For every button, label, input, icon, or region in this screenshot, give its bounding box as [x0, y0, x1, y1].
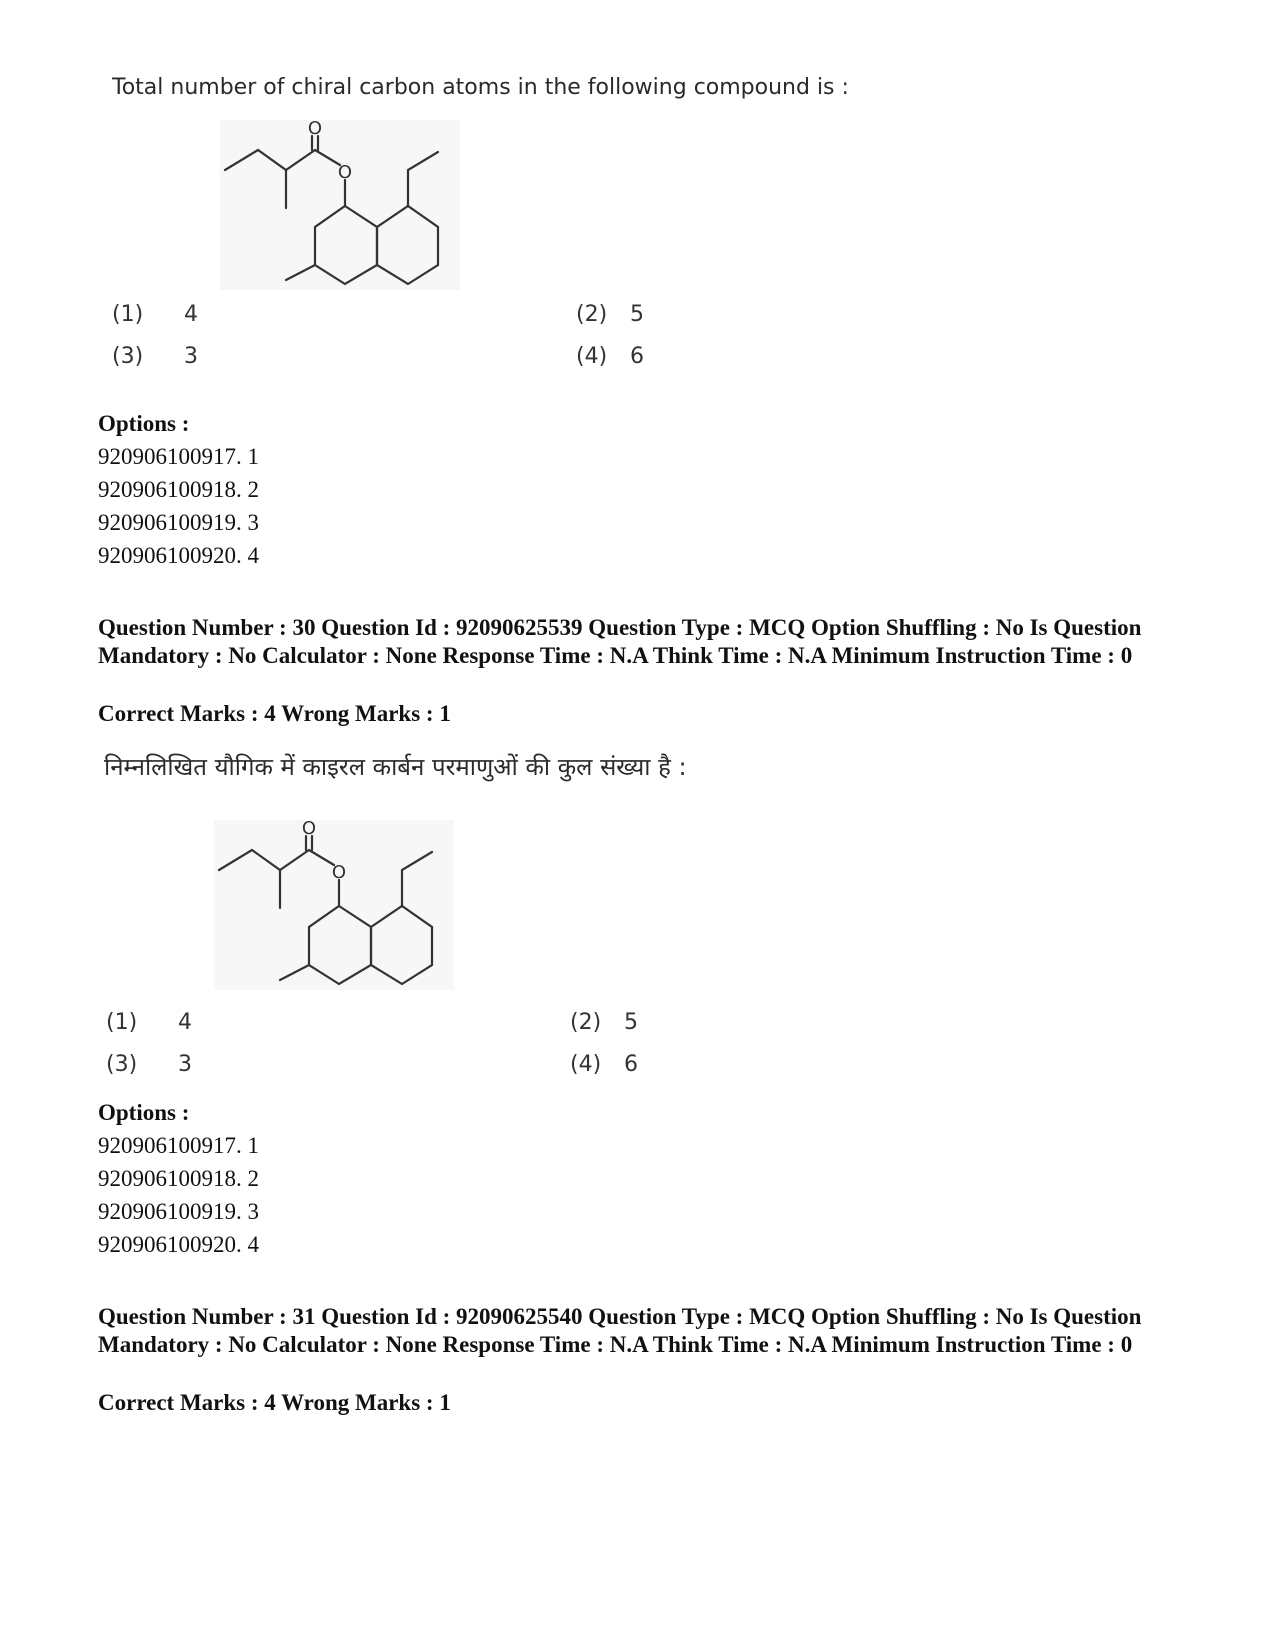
carbonyl-oxygen-label: O [301, 820, 317, 839]
ester-oxygen-label: O [331, 862, 347, 883]
choice-3: (3) 3 [106, 1052, 192, 1077]
molecule-structure [214, 820, 454, 990]
choice-3: (3) 3 [112, 344, 198, 369]
question-marks: Correct Marks : 4 Wrong Marks : 1 [98, 701, 451, 726]
choice-2: (2) 5 [570, 1010, 638, 1035]
options-label: Options : [98, 1100, 190, 1125]
option-1: 920906100917. 1 [98, 444, 259, 469]
molecule-svg [220, 120, 460, 290]
molecule-structure [220, 120, 460, 290]
choice-4: (4) 6 [576, 344, 644, 369]
bond-chain [225, 150, 315, 170]
question-marks: Correct Marks : 4 Wrong Marks : 1 [98, 1390, 451, 1415]
question-meta: Question Number : 31 Question Id : 92090625540 Question Type : MCQ Option Shuffling : No Is Question Mandatory : No Calculator : None Response Time : N.A Think Time : N.A Minimum Instruction Time : 0 [98, 1304, 1142, 1357]
option-4: 920906100920. 4 [98, 1232, 259, 1257]
choice-1: (1) 4 [112, 302, 198, 327]
option-3: 920906100919. 3 [98, 1199, 259, 1224]
options-list [98, 1096, 259, 1261]
question-text-hindi: निम्नलिखित यौगिक में काइरल कार्बन परमाणुओं की कुल संख्या है : [104, 753, 687, 781]
molecule-svg [214, 820, 454, 990]
option-2: 920906100918. 2 [98, 1166, 259, 1191]
choice-4: (4) 6 [570, 1052, 638, 1077]
carbonyl-oxygen-label: O [307, 120, 323, 139]
ester-oxygen-label: O [337, 162, 353, 183]
question-meta: Question Number : 30 Question Id : 92090625539 Question Type : MCQ Option Shuffling : No Is Question Mandatory : No Calculator : None Response Time : N.A Think Time : N.A Minimum Instruction Time : 0 [98, 615, 1142, 668]
option-4: 920906100920. 4 [98, 543, 259, 568]
choice-1: (1) 4 [106, 1010, 192, 1035]
options-label: Options : [98, 411, 190, 436]
options-list [98, 407, 259, 572]
ring-left [315, 206, 377, 284]
choice-2: (2) 5 [576, 302, 644, 327]
option-2: 920906100918. 2 [98, 477, 259, 502]
option-3: 920906100919. 3 [98, 510, 259, 535]
question-text: Total number of chiral carbon atoms in the following compound is : [112, 75, 849, 100]
option-1: 920906100917. 1 [98, 1133, 259, 1158]
ring-right [377, 206, 438, 284]
